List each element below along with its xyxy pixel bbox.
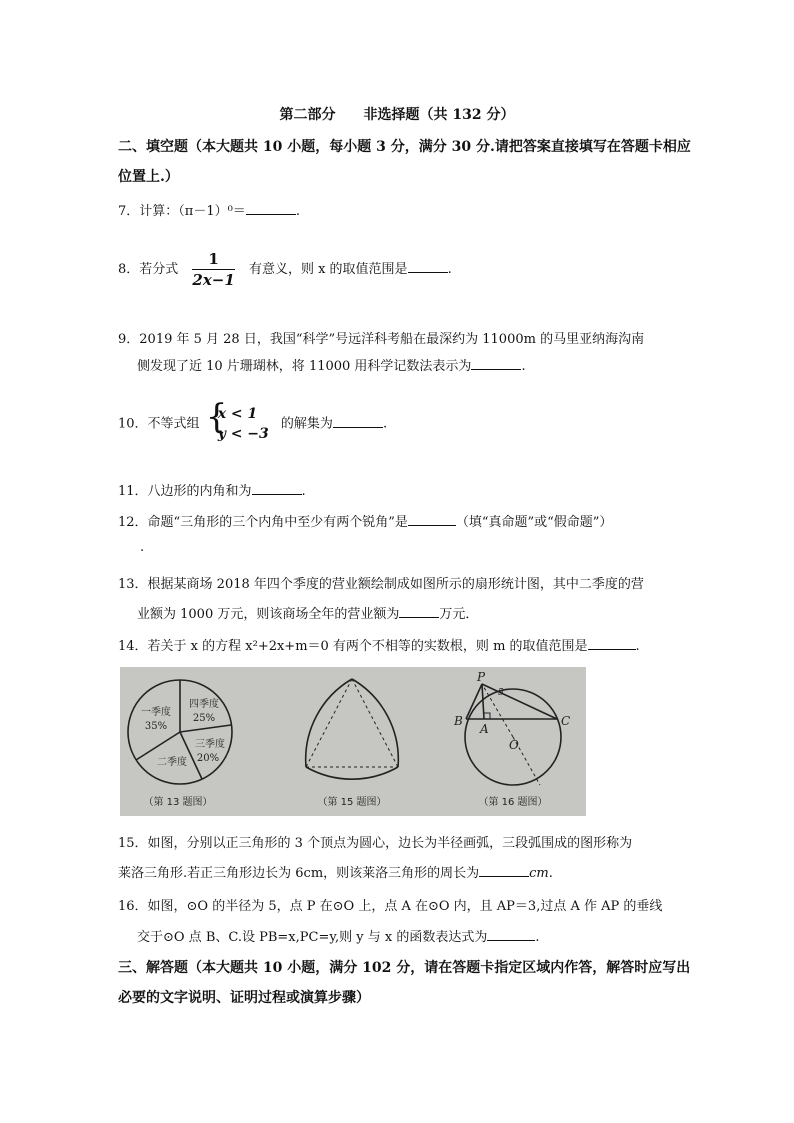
- reuleaux-triangle-figure: [306, 679, 399, 779]
- question-16-line2: 交于⊙O 点 B、C.设 PB=x,PC=y,则 y 与 x 的函数表达式为 .: [137, 930, 540, 945]
- answer-blank: [487, 928, 535, 941]
- length-5-label: 5: [498, 688, 504, 698]
- question-13-line2: 业额为 1000 万元，则该商场全年的营业额为 万元．: [137, 607, 479, 622]
- question-14: 14．若关于 x 的方程 x²+2x+m＝0 有两个不相等的实数根，则 m 的取值范围是 .: [118, 639, 640, 654]
- q10-suffix: 的解集为: [280, 416, 333, 432]
- answer-blank: [246, 202, 296, 215]
- section3-heading-line2: 必要的文字说明、证明过程或演算步骤）: [118, 990, 370, 1006]
- answer-blank: [399, 605, 439, 618]
- answer-blank: [333, 415, 383, 428]
- point-a-label: A: [480, 722, 489, 736]
- pie-label-q1: 一季度: [141, 707, 171, 718]
- answer-blank: [252, 482, 302, 495]
- section3-heading-line1: 三、解答题（本大题共 10 小题，满分 102 分，请在答题卡指定区域内作答，解答时应写出: [118, 960, 691, 976]
- q8-suffix: 有意义，则 x 的取值范围是: [248, 262, 408, 277]
- point-p-label: P: [477, 670, 486, 684]
- q7-text: 7．计算：（π－1）⁰＝: [118, 204, 246, 219]
- question-9-line1: 9．2019 年 5 月 28 日，我国“科学”号远洋科考船在最深约为 11000m 的马里亚纳海沟南: [118, 332, 645, 347]
- fraction-numerator: 1: [192, 250, 234, 270]
- inequality-row-2: y < −3: [217, 426, 269, 442]
- part-title: 第二部分 非选择题（共 132 分）: [279, 107, 515, 123]
- question-10: 10．不等式组 { x < 1 y < −3 的解集为 .: [118, 397, 388, 442]
- question-15-line1: 15．如图，分别以正三角形的 3 个顶点为圆心，边长为半径画弧，三段弧围成的图形称为: [118, 836, 633, 851]
- answer-blank: [479, 864, 529, 877]
- question-9-line2: 侧发现了近 10 片珊瑚林，将 11000 用科学记数法表示为 .: [137, 359, 526, 374]
- caption-fig15: （第 15 题图）: [317, 797, 387, 808]
- point-o-label: O: [509, 738, 519, 752]
- pie-label-q3: 三季度: [195, 739, 225, 750]
- fraction-denominator: 2x−1: [192, 271, 235, 289]
- inequality-row-1: x < 1: [217, 406, 258, 422]
- inequality-system: [205, 397, 269, 444]
- section2-heading-line1: 二、填空题（本大题共 10 小题，每小题 3 分，满分 30 分.请把答案直接填写在答题卡相应: [118, 139, 691, 155]
- pie-pct-q3: 20%: [196, 753, 220, 764]
- brace-icon: {: [205, 397, 228, 437]
- answer-blank: [588, 637, 636, 650]
- question-11: 11．八边形的内角和为 .: [118, 484, 306, 499]
- pie-pct-q1: 35%: [144, 721, 168, 732]
- answer-blank: [408, 260, 448, 273]
- q10-prefix: 10．不等式组: [118, 416, 200, 432]
- answer-blank: [408, 513, 456, 526]
- pie-chart-figure: [128, 680, 232, 784]
- question-12-end: .: [140, 540, 145, 555]
- fraction: [192, 250, 234, 289]
- caption-fig13: （第 13 题图）: [143, 797, 213, 808]
- pie-label-q4: 四季度: [189, 699, 219, 710]
- answer-blank: [471, 357, 521, 370]
- point-c-label: C: [561, 714, 571, 728]
- question-16-line1: 16．如图，⊙O 的半径为 5，点 P 在⊙O 上，点 A 在⊙O 内，且 AP＝3,过点 A 作 AP 的垂线: [118, 899, 663, 914]
- point-b-label: B: [454, 714, 463, 728]
- question-7: 7．计算：（π－1）⁰＝ .: [118, 204, 300, 219]
- section2-heading-line2: 位置上.）: [118, 169, 179, 185]
- question-13-line1: 13．根据某商场 2018 年四个季度的营业额绘制成如图所示的扇形统计图，其中二季度的营: [118, 577, 644, 592]
- q8-prefix: 8．若分式: [118, 262, 179, 277]
- question-8: 8．若分式 $\frac{1}{2x-1}$ 有意义，则 x 的取值范围是 .: [118, 250, 452, 289]
- question-12: 12．命题“三角形的三个内角中至少有两个锐角”是 （填“真命题”或“假命题”）: [118, 515, 613, 530]
- pie-pct-q4: 25%: [192, 713, 216, 724]
- caption-fig16: （第 16 题图）: [478, 797, 548, 808]
- question-15-line2: 莱洛三角形.若正三角形边长为 6cm，则该莱洛三角形的周长为 cm.: [118, 866, 553, 881]
- pie-label-q2: 二季度: [157, 757, 187, 768]
- figures-photo: [120, 667, 586, 816]
